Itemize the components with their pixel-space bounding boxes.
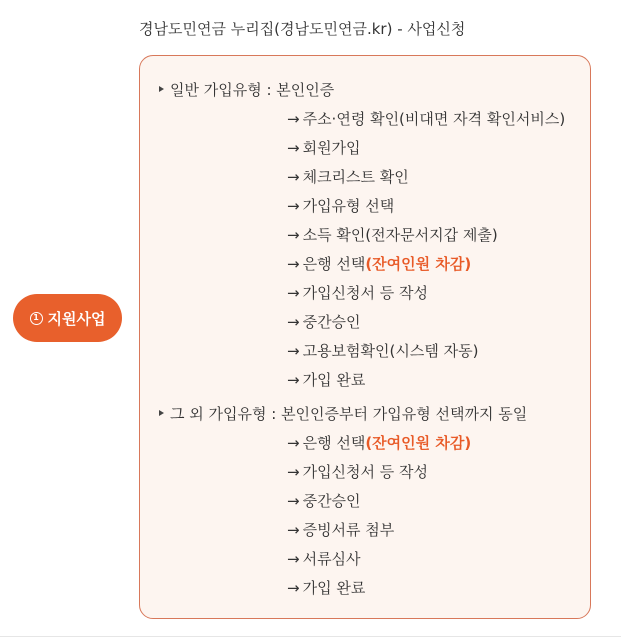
- arrow-right-icon: →: [287, 313, 300, 331]
- step-item: [287, 432, 471, 453]
- step-text: 가입 완료: [302, 579, 366, 597]
- arrow-right-icon: →: [287, 550, 300, 568]
- step-item: [287, 490, 361, 511]
- step-text: 은행 선택: [302, 255, 366, 273]
- step-item: [287, 166, 409, 187]
- step-highlight: (잔여인원 차감): [365, 434, 472, 452]
- step-text: 소득 확인(전자문서지갑 제출): [302, 226, 498, 244]
- arrow-right-icon: →: [287, 110, 300, 128]
- step-item: [287, 282, 428, 303]
- triangle-bullet-icon: [159, 410, 164, 416]
- step-text: 증빙서류 첨부: [302, 521, 395, 539]
- arrow-right-icon: →: [287, 284, 300, 302]
- circled-number-icon: 1: [30, 312, 43, 325]
- step-text: 중간승인: [302, 313, 361, 331]
- step-text: 가입신청서 등 작성: [302, 463, 429, 481]
- step-item: [287, 224, 498, 245]
- step-item: [287, 195, 394, 216]
- support-program-badge: [13, 294, 122, 342]
- triangle-bullet-icon: [159, 86, 164, 92]
- step-highlight: (잔여인원 차감): [365, 255, 472, 273]
- step-item: [287, 137, 361, 158]
- step-item: [287, 369, 365, 390]
- arrow-right-icon: →: [287, 371, 300, 389]
- step-text: 가입 완료: [302, 371, 366, 389]
- step-text: 회원가입: [302, 139, 361, 157]
- step-item: [287, 253, 471, 274]
- badge-label: 지원사업: [47, 309, 106, 328]
- arrow-right-icon: →: [287, 139, 300, 157]
- step-item: [287, 340, 478, 361]
- step-text: 중간승인: [302, 492, 361, 510]
- arrow-right-icon: →: [287, 226, 300, 244]
- step-text: 주소·연령 확인(비대면 자격 확인서비스): [302, 110, 566, 128]
- step-item: [287, 108, 565, 129]
- page-title: 경남도민연금 누리집(경남도민연금.kr) - 사업신청: [139, 20, 466, 38]
- step-text: 은행 선택: [302, 434, 366, 452]
- step-text: 체크리스트 확인: [302, 168, 409, 186]
- arrow-right-icon: →: [287, 579, 300, 597]
- general-type-heading: [159, 79, 334, 100]
- general-type-heading-text: 일반 가입유형 : 본인인증: [170, 81, 335, 99]
- arrow-right-icon: →: [287, 434, 300, 452]
- step-item: [287, 519, 394, 540]
- step-text: 서류심사: [302, 550, 361, 568]
- arrow-right-icon: →: [287, 197, 300, 215]
- step-text: 가입신청서 등 작성: [302, 284, 429, 302]
- arrow-right-icon: →: [287, 342, 300, 360]
- step-item: [287, 548, 361, 569]
- divider: [0, 636, 621, 637]
- step-item: [287, 461, 428, 482]
- step-item: [287, 311, 361, 332]
- arrow-right-icon: →: [287, 492, 300, 510]
- step-text: 가입유형 선택: [302, 197, 395, 215]
- arrow-right-icon: →: [287, 168, 300, 186]
- step-item: [287, 577, 365, 598]
- arrow-right-icon: →: [287, 463, 300, 481]
- arrow-right-icon: →: [287, 255, 300, 273]
- other-type-heading: [159, 403, 527, 424]
- arrow-right-icon: →: [287, 521, 300, 539]
- other-type-heading-text: 그 외 가입유형 : 본인인증부터 가입유형 선택까지 동일: [170, 405, 528, 423]
- step-text: 고용보험확인(시스템 자동): [302, 342, 479, 360]
